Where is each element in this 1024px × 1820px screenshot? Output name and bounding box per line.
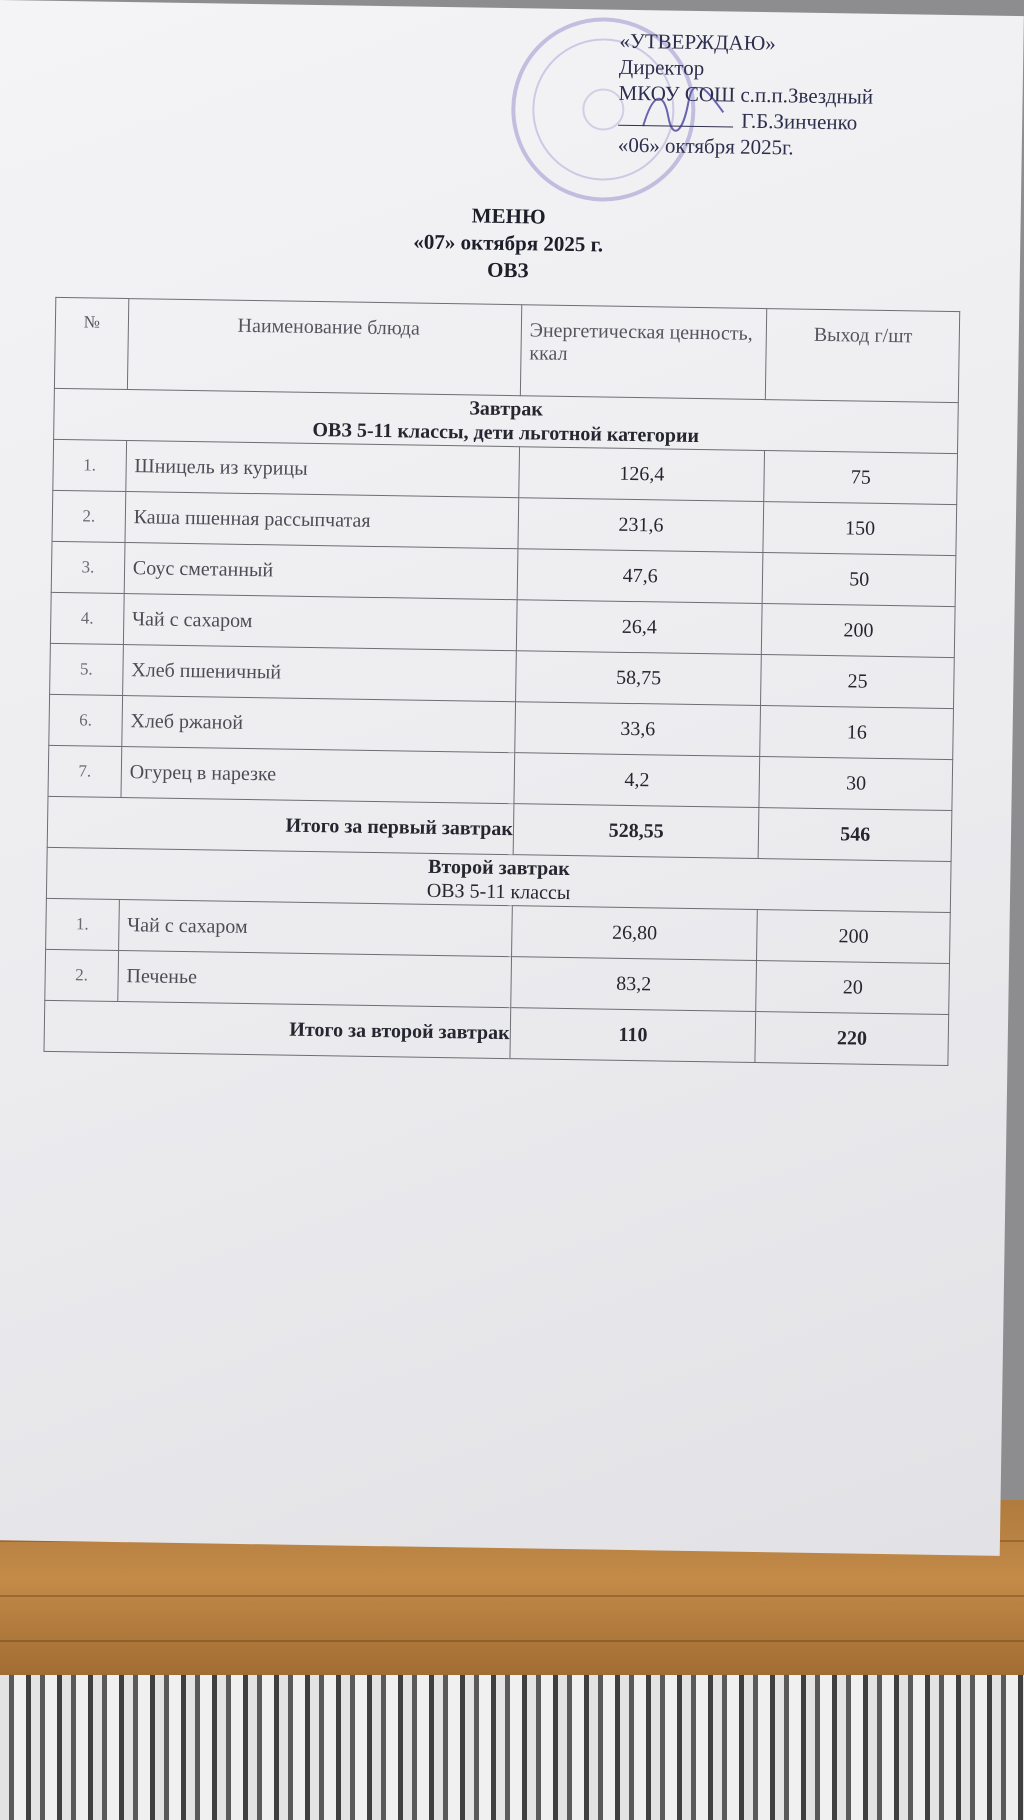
cell-kcal: 26,4: [516, 600, 762, 655]
cell-num: 5.: [50, 643, 124, 695]
cell-kcal: 47,6: [517, 549, 763, 604]
cell-kcal: 231,6: [518, 498, 764, 553]
cell-name: Чай с сахаром: [123, 594, 517, 651]
menu-group: ОВЗ: [486, 257, 529, 283]
cell-num: 3.: [51, 541, 125, 593]
approval-signer: Г.Б.Зинченко: [741, 108, 858, 135]
cell-output: 200: [762, 604, 955, 658]
cell-num: 7.: [48, 745, 122, 797]
total-output: 220: [755, 1012, 948, 1066]
total-label: Итого за второй завтрак: [44, 1000, 511, 1058]
cell-num: 2.: [45, 949, 119, 1001]
section-subtitle: ОВЗ 5-11 классы: [426, 879, 571, 905]
cell-name: Соус сметанный: [124, 543, 518, 600]
cell-name: Чай с сахаром: [118, 899, 512, 956]
cell-name: Огурец в нарезке: [121, 747, 515, 804]
cell-name: Шницель из курицы: [126, 441, 520, 498]
cell-name: Каша пшенная рассыпчатая: [125, 492, 519, 549]
cell-kcal: 33,6: [515, 702, 761, 757]
cell-name: Хлеб ржаной: [122, 696, 516, 753]
menu-table: [43, 297, 960, 1066]
cell-output: 75: [764, 451, 957, 505]
cell-output: 200: [757, 910, 950, 964]
header-kcal: Энергетическая ценность, ккал: [520, 305, 767, 400]
menu-date: «07» октября 2025 г.: [413, 229, 604, 257]
cell-num: 1.: [46, 898, 120, 950]
cell-output: 25: [761, 655, 954, 709]
cell-kcal: 58,75: [515, 651, 761, 706]
total-label: Итого за первый завтрак: [47, 796, 514, 854]
section-title: Завтрак: [469, 397, 544, 421]
total-kcal: 528,55: [513, 804, 759, 859]
section-subtitle: ОВЗ 5-11 классы, дети льготной категории: [312, 418, 700, 448]
cell-output: 150: [763, 502, 956, 556]
header-output: Выход г/шт: [766, 309, 960, 403]
cell-kcal: 26,80: [511, 906, 757, 961]
approval-position: Директор: [618, 54, 705, 81]
approval-block: [618, 28, 875, 162]
cell-num: 2.: [52, 490, 126, 542]
total-output: 546: [759, 808, 952, 862]
approval-date: «06» октября 2025г.: [617, 132, 794, 160]
cell-num: 6.: [49, 694, 123, 746]
signature-line: [618, 125, 733, 128]
section-title: Второй завтрак: [427, 855, 570, 881]
cell-output: 20: [756, 961, 949, 1015]
approval-heading: «УТВЕРЖДАЮ»: [619, 28, 776, 56]
menu-title: МЕНЮ: [471, 203, 546, 229]
striped-cloth: [0, 1675, 1024, 1820]
menu-heading: [0, 195, 1021, 292]
cell-num: 4.: [50, 592, 124, 644]
cell-output: 30: [759, 757, 952, 811]
cell-kcal: 4,2: [514, 753, 760, 808]
cell-kcal: 126,4: [519, 447, 765, 502]
cell-output: 16: [760, 706, 953, 760]
cell-name: Печенье: [118, 950, 512, 1007]
total-kcal: 110: [510, 1008, 756, 1063]
approval-organization: МКОУ СОШ с.п.п.Звездный: [618, 80, 874, 109]
approval-signer-line: [618, 106, 873, 136]
cell-name: Хлеб пшеничный: [122, 645, 516, 702]
header-name: Наименование блюда: [127, 299, 521, 396]
cell-kcal: 83,2: [511, 957, 757, 1012]
cell-output: 50: [763, 553, 956, 607]
cell-num: 1.: [53, 439, 127, 491]
table-header-row: [54, 297, 959, 402]
header-num: №: [54, 297, 128, 389]
